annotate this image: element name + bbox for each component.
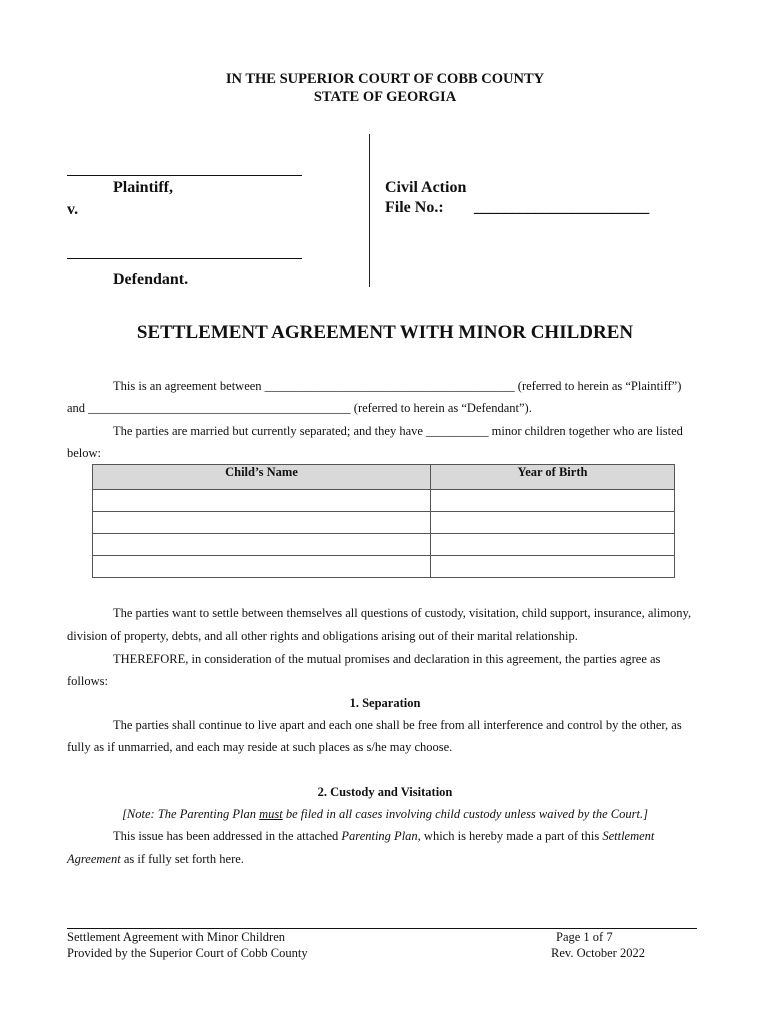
year-of-birth-cell[interactable]	[431, 490, 675, 512]
defendant-name-line[interactable]	[67, 258, 302, 259]
purpose-line-1: The parties want to settle between themselves all questions of custody, visitation, child support, insurance, alimony,	[113, 606, 692, 620]
document-title: SETTLEMENT AGREEMENT WITH MINOR CHILDREN	[136, 322, 634, 343]
intro-line-3: The parties are married but currently separated; and they have __________ minor children together who are listed	[113, 424, 683, 438]
section-2-heading: 2. Custody and Visitation	[317, 785, 453, 799]
child-name-cell[interactable]	[93, 534, 431, 556]
year-of-birth-header: Year of Birth	[431, 465, 675, 490]
footer-provider: Provided by the Superior Court of Cobb County	[67, 946, 308, 960]
versus-label: v.	[67, 201, 79, 218]
footer-rule	[67, 928, 697, 929]
plaintiff-name-line[interactable]	[67, 175, 302, 176]
section-2-line-2	[67, 852, 244, 867]
line-text: This issue has been addressed in the attached	[113, 829, 342, 843]
note-text-end: be filed in all cases involving child custody unless waived by the Court.]	[282, 807, 648, 821]
footer-page-number: Page 1 of 7	[556, 930, 613, 944]
file-no-label: File No.:	[385, 199, 444, 216]
civil-action-label: Civil Action	[385, 179, 467, 196]
children-table	[92, 464, 675, 578]
plaintiff-label: Plaintiff,	[113, 179, 173, 196]
year-of-birth-cell[interactable]	[431, 512, 675, 534]
child-name-cell[interactable]	[93, 556, 431, 578]
line-text: as if fully set forth here.	[120, 852, 244, 866]
section-1-line-1: The parties shall continue to live apart and each one shall be free from all interference and control by the other, as	[113, 718, 682, 732]
table-row	[93, 512, 675, 534]
table-row	[93, 490, 675, 512]
child-name-cell[interactable]	[93, 512, 431, 534]
court-state: STATE OF GEORGIA	[313, 89, 457, 105]
intro-line-2: and __________________________________________ (referred to herein as “Defendant”).	[67, 401, 532, 415]
section-2-line-1	[113, 829, 654, 844]
intro-line-4: below:	[67, 446, 102, 460]
year-of-birth-cell[interactable]	[431, 534, 675, 556]
parenting-plan-note	[0, 807, 770, 822]
table-header-row	[93, 465, 675, 490]
purpose-line-4: follows:	[67, 674, 108, 688]
child-name-header: Child’s Name	[93, 465, 431, 490]
table-row	[93, 534, 675, 556]
line-text: which is hereby made a part of this	[420, 829, 603, 843]
agreement-ref: Agreement	[67, 852, 121, 866]
footer-doc-title: Settlement Agreement with Minor Children	[67, 930, 286, 944]
defendant-label: Defendant.	[113, 271, 189, 288]
footer-revision: Rev. October 2022	[551, 946, 645, 960]
parenting-plan-ref: Parenting Plan,	[341, 829, 421, 843]
caption-divider	[369, 134, 370, 287]
purpose-line-3: THEREFORE, in consideration of the mutual promises and declaration in this agreement, the parties agree as	[113, 652, 661, 666]
section-1-line-2: fully as if unmarried, and each may reside at such places as s/he may choose.	[67, 740, 453, 754]
year-of-birth-cell[interactable]	[431, 556, 675, 578]
purpose-line-2: division of property, debts, and all other rights and obligations arising out of their marital relationship.	[67, 629, 578, 643]
note-text-start: [Note: The Parenting Plan	[122, 807, 260, 821]
settlement-ref: Settlement	[602, 829, 655, 843]
child-name-cell[interactable]	[93, 490, 431, 512]
file-no-field[interactable]: _______________________	[474, 199, 649, 216]
note-emphasis: must	[259, 807, 283, 821]
section-1-heading: 1. Separation	[349, 696, 421, 710]
table-row	[93, 556, 675, 578]
intro-line-1: This is an agreement between ________________________________________ (referred to herein as “Plaintiff”)	[113, 379, 682, 393]
court-name: IN THE SUPERIOR COURT OF COBB COUNTY	[225, 71, 545, 87]
